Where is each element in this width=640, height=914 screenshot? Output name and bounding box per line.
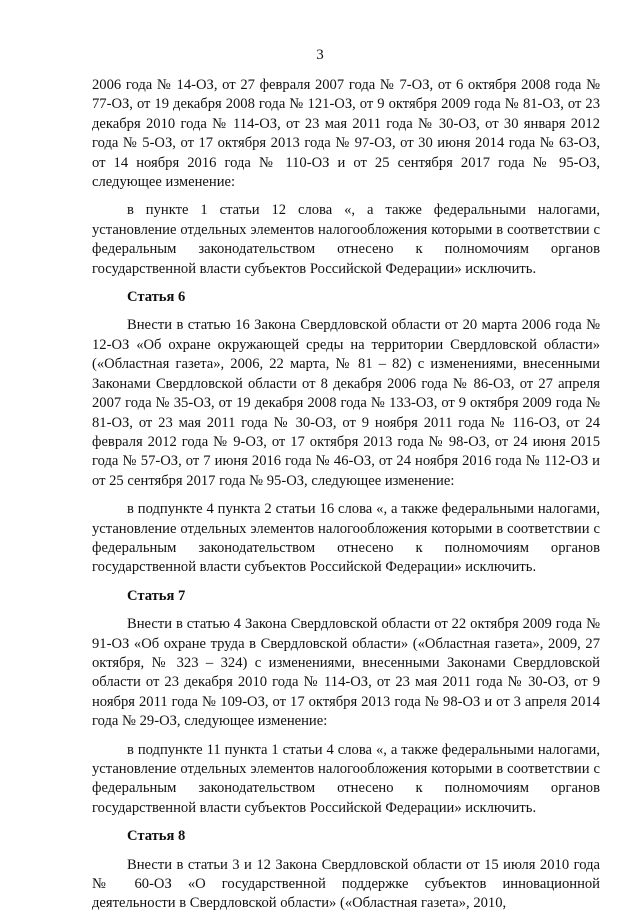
article-7-heading: Статья 7 <box>127 587 186 604</box>
article-7-body: Внести в статью 4 Закона Свердловской области от 22 октября 2009 года № 91-ОЗ «Об охране труда в Свердловской области» («Областная газета», 2009, 27 октября, № 323 – 324) с изменениями, внесенными Законами Свердловской области от 23 декабря 2010 года № 114-ОЗ, от 23 мая 2011 года № 30-ОЗ, от 9 ноября 2011 года № 109-ОЗ, от 17 октября 2013 года № 98-ОЗ и от 3 апреля 2014 года № 29-ОЗ, следующее изменение: <box>92 616 600 730</box>
article-8-heading: Статья 8 <box>127 828 186 845</box>
article-8-body: Внести в статьи 3 и 12 Закона Свердловской области от 15 июля 2010 года № 60-ОЗ «О государственной поддержке субъектов инновационной деятельности в Свердловской области» («Областная газета», 2010, <box>92 856 600 912</box>
intro-amendment: в пункте 1 статьи 12 слова «, а также федеральными налогами, установление отдельных элементов налогообложения которыми в соответствии с федеральным законодательством отнесено к полномочиям органов государственной власти субъектов Российской Федерации» исключить. <box>92 202 600 277</box>
intro-paragraph: 2006 года № 14-ОЗ, от 27 февраля 2007 года № 7-ОЗ, от 6 октября 2008 года № 77-ОЗ, от 19 декабря 2008 года № 121-ОЗ, от 9 октября 2009 года № 81-ОЗ, от 23 декабря 2010 года № 114-ОЗ, от 23 мая 2011 года № 30-ОЗ, от 30 января 2012 года № 5-ОЗ, от 17 октября 2013 года № 97-ОЗ, от 30 июня 2014 года № 63-ОЗ, от 14 ноября 2016 года № 110-ОЗ и от 25 сентября 2017 года № 95-ОЗ, следующее изменение: <box>92 77 600 191</box>
page-number: 3 <box>316 47 324 63</box>
article-6-body: Внести в статью 16 Закона Свердловской области от 20 марта 2006 года № 12-ОЗ «Об охране окружающей среды на территории Свердловской области» («Областная газета», 2006, 22 марта, № 81 – 82) с изменениями, внесенными Законами Свердловской области от 8 декабря 2006 года № 86-ОЗ, от 27 апреля 2007 года № 35-ОЗ, от 19 декабря 2008 года № 133-ОЗ, от 9 октября 2009 года № 81-ОЗ, от 23 мая 2011 года № 30-ОЗ, от 9 ноября 2011 года № 116-ОЗ, от 24 февраля 2012 года № 9-ОЗ, от 17 октября 2013 года № 98-ОЗ, от 24 июня 2015 года № 57-ОЗ, от 7 июня 2016 года № 46-ОЗ, от 24 ноября 2016 года № 112-ОЗ и от 25 сентября 2017 года № 95-ОЗ, следующее изменение: <box>92 317 600 489</box>
document-body <box>92 76 600 914</box>
article-6-amendment: в подпункте 4 пункта 2 статьи 16 слова «, а также федеральными налогами, установление отдельных элементов налогообложения которыми в соответствии с федеральным законодательством отнесено к полномочиям органов государственной власти субъектов Российской Федерации» исключить. <box>92 501 600 576</box>
article-7-amendment: в подпункте 11 пункта 1 статьи 4 слова «, а также федеральными налогами, установление отдельных элементов налогообложения которыми в соответствии с федеральным законодательством отнесено к полномочиям органов государственной власти субъектов Российской Федерации» исключить. <box>92 741 600 816</box>
article-6-heading: Статья 6 <box>127 289 186 306</box>
